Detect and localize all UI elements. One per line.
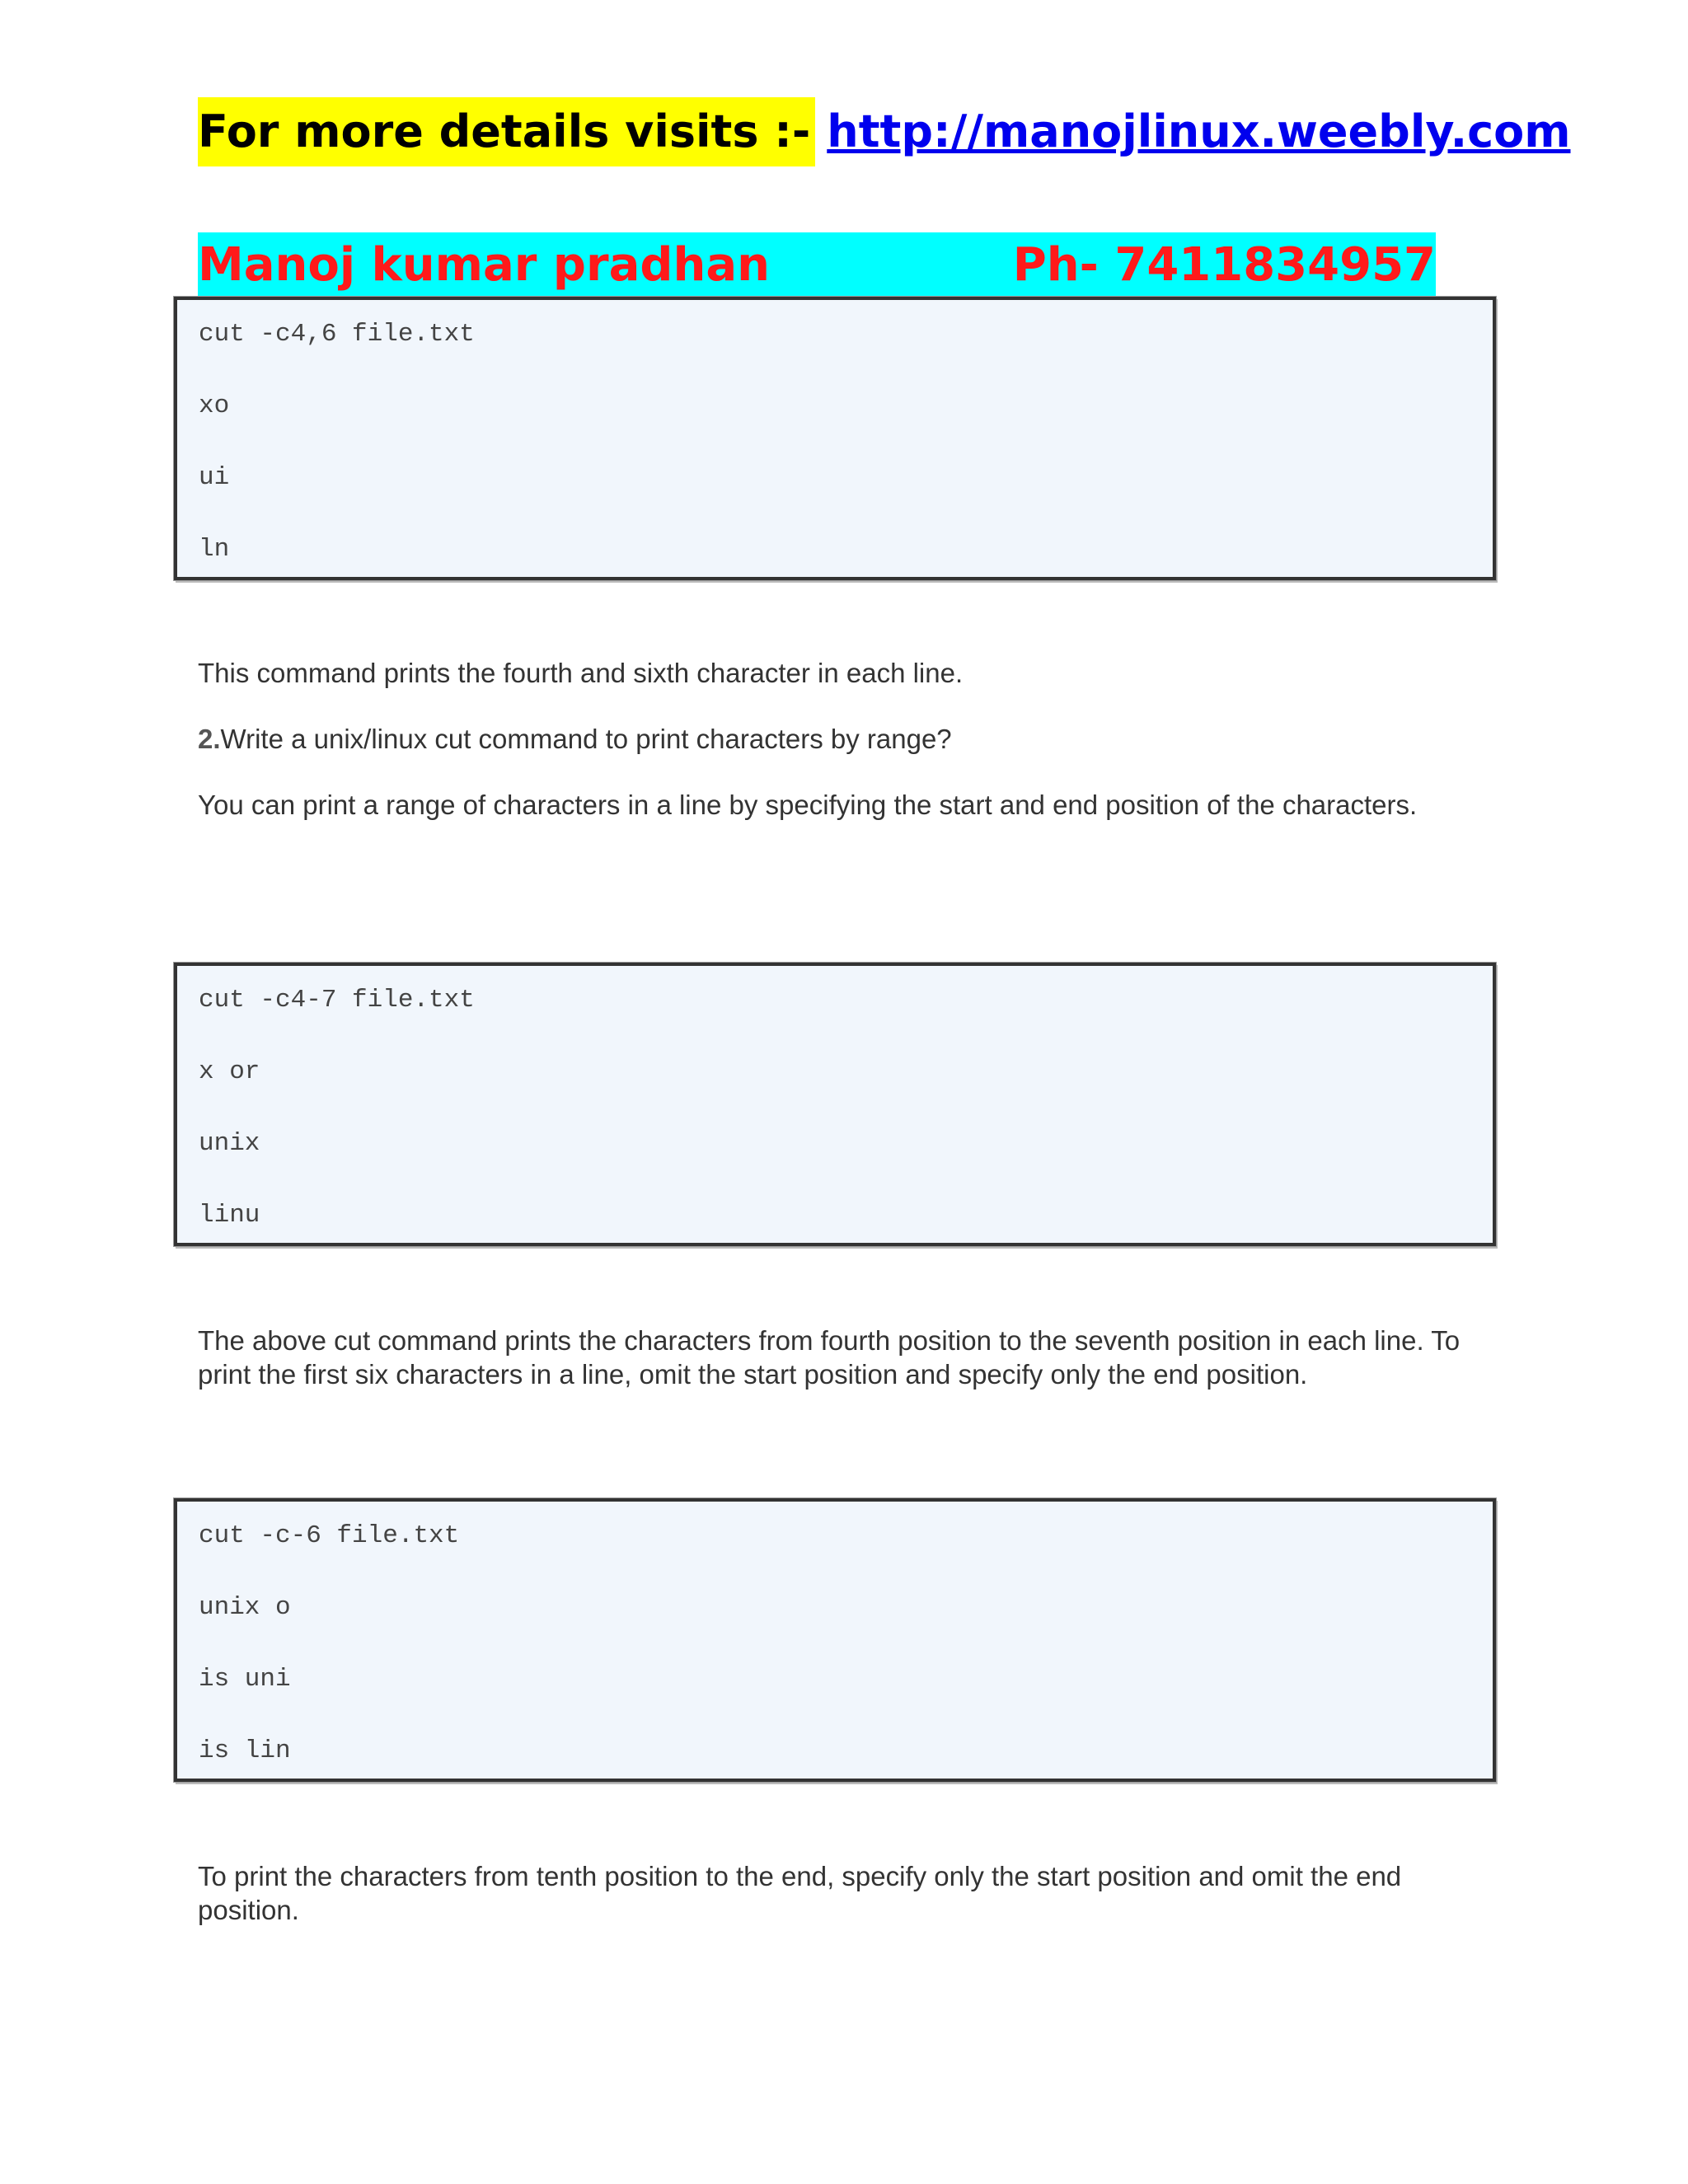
question-text: Write a unix/linux cut command to print characters by range? [220,724,952,754]
code-line: is uni [199,1665,291,1694]
author-name: Manoj kumar pradhan [198,238,771,292]
code-line: unix o [199,1593,291,1622]
code-line: unix [199,1129,260,1158]
author-bar [198,232,1436,298]
code-line: xo [199,391,230,420]
code-line: linu [199,1201,260,1230]
author-phone: Ph- 7411834957 [1012,238,1436,292]
code-block-2 [174,963,1496,1246]
website-link[interactable]: http://manojlinux.weebly.com [827,105,1571,157]
visit-label: For more details visits :- [198,97,815,166]
paragraph: To print the characters from tenth position to the end, specify only the start position and omit the end position. [198,1861,1402,1925]
question-heading [198,722,1500,756]
paragraph: This command prints the fourth and sixth character in each line. [198,658,964,688]
code-line: cut -c-6 file.txt [199,1521,460,1550]
header-line [198,97,1570,166]
code-block-1 [174,297,1496,580]
code-line: x or [199,1057,260,1086]
code-line: is lin [199,1736,291,1765]
question-number: 2. [198,724,221,754]
code-line: cut -c4,6 file.txt [199,320,475,349]
code-line: ui [199,463,230,492]
code-block-3 [174,1498,1496,1782]
paragraph: You can print a range of characters in a line by specifying the start and end position of the characters. [198,790,1418,820]
code-line: ln [199,535,230,564]
code-line: cut -c4-7 file.txt [199,986,475,1015]
paragraph: The above cut command prints the characters from fourth position to the seventh position in each line. To print the first six characters in a line, omit the start position and specify only the end position. [198,1325,1461,1390]
